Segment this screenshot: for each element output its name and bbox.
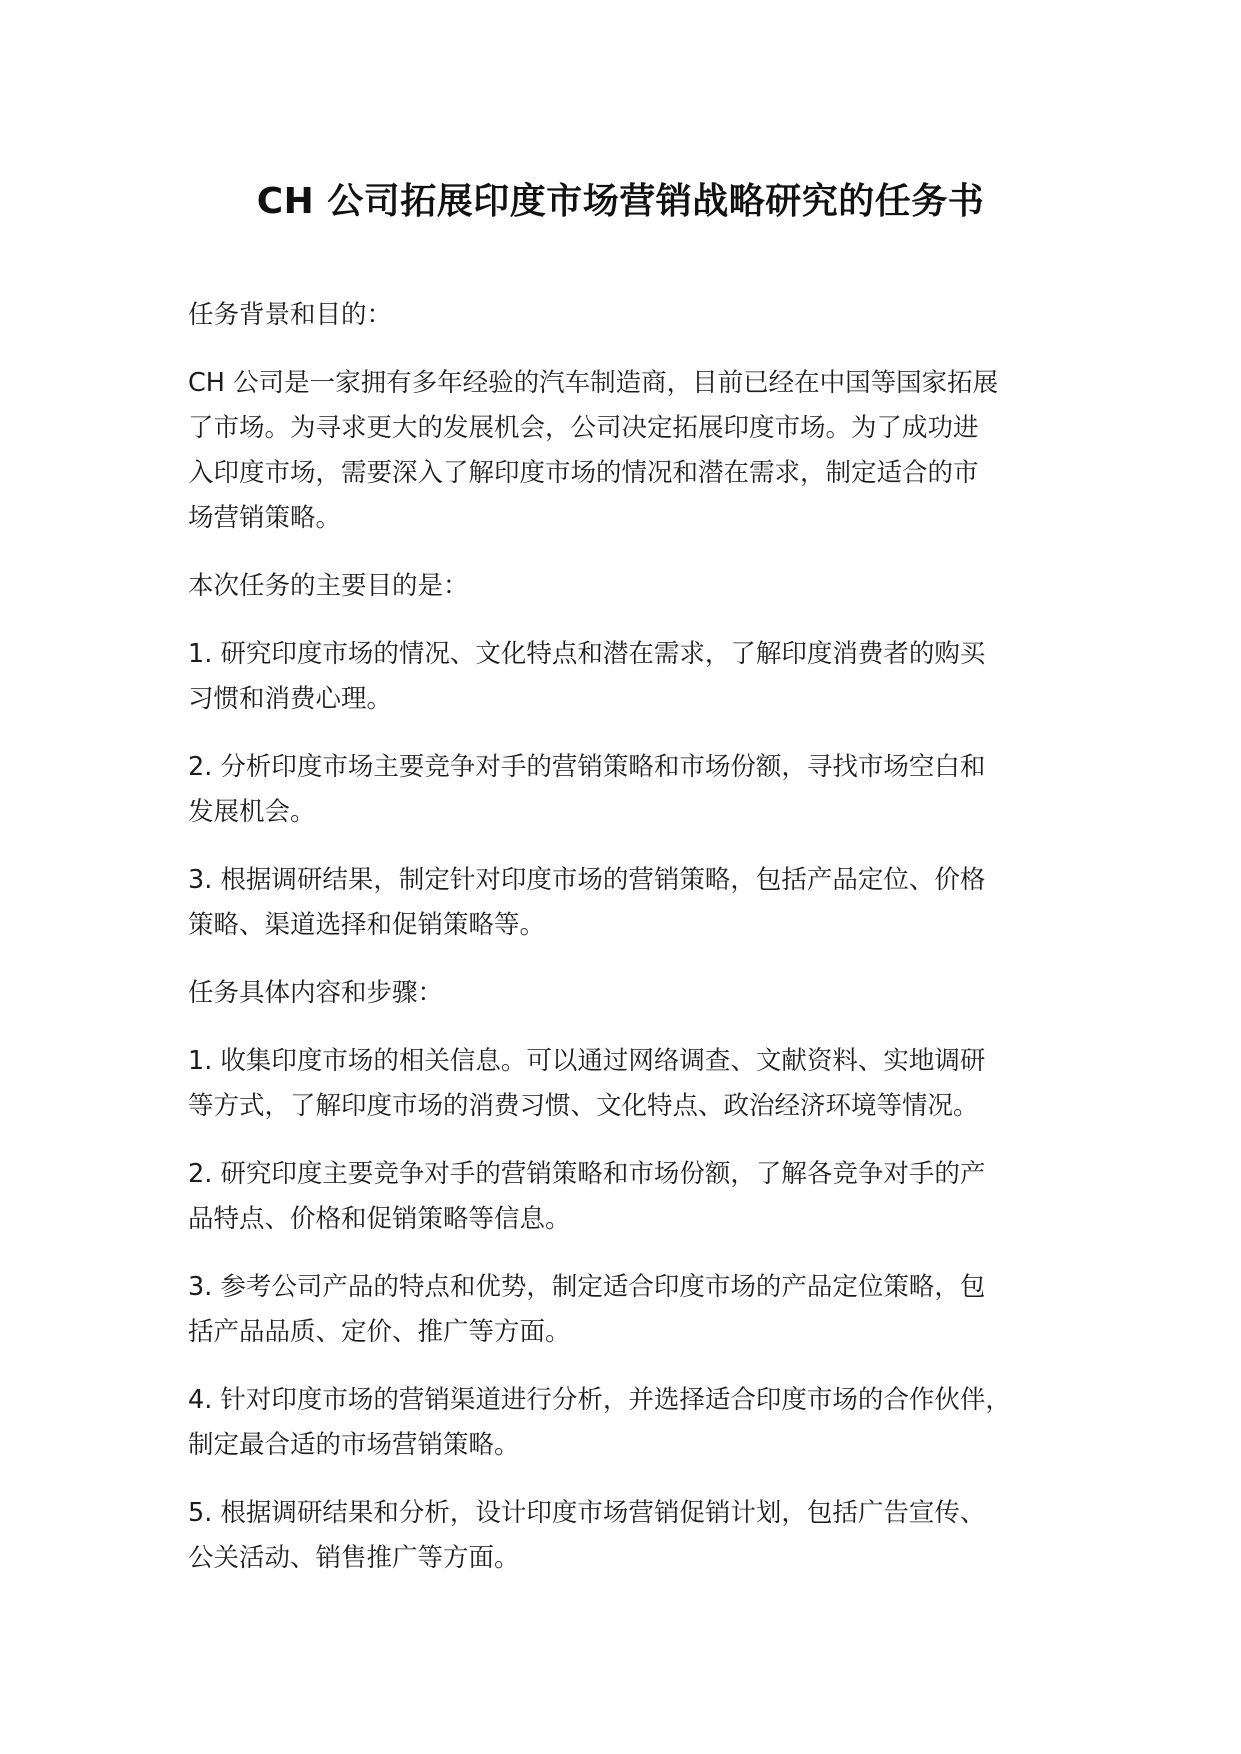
objective-item-3: 3. 根据调研结果，制定针对印度市场的营销策略，包括产品定位、价格 策略、渠道选择和促销策略等。: [188, 865, 986, 940]
step-item-2: 2. 研究印度主要竞争对手的营销策略和市场份额，了解各竞争对手的产 品特点、价格和促销策略等信息。: [188, 1159, 986, 1234]
document-title: CH 公司拓展印度市场营销战略研究的任务书: [256, 181, 985, 222]
step-item-3: 3. 参考公司产品的特点和优势，制定适合印度市场的产品定位策略，包 括产品品质、定价、推广等方面。: [188, 1272, 986, 1347]
objective-item-1: 1. 研究印度市场的情况、文化特点和潜在需求，了解印度消费者的购买 习惯和消费心理。: [188, 639, 986, 714]
section-heading-steps: 任务具体内容和步骤：: [188, 978, 444, 1008]
background-paragraph: CH 公司是一家拥有多年经验的汽车制造商，目前已经在中国等国家拓展 了市场。为寻求更大的发展机会，公司决定拓展印度市场。为了成功进 入印度市场，需要深入了解印度市场的情况和潜在需求，制定适合的市 场营销策略。: [188, 368, 999, 533]
objective-item-2: 2. 分析印度市场主要竞争对手的营销策略和市场份额，寻找市场空白和 发展机会。: [188, 752, 986, 827]
step-item-1: 1. 收集印度市场的相关信息。可以通过网络调查、文献资料、实地调研 等方式，了解印度市场的消费习惯、文化特点、政治经济环境等情况。: [188, 1046, 986, 1121]
document-body: [188, 293, 1088, 1604]
section-heading-background: 任务背景和目的：: [188, 300, 393, 330]
step-item-4: 4. 针对印度市场的营销渠道进行分析，并选择适合印度市场的合作伙伴， 制定最合适的市场营销策略。: [188, 1385, 1011, 1460]
step-item-5: 5. 根据调研结果和分析，设计印度市场营销促销计划，包括广告宣传、 公关活动、销售推广等方面。: [188, 1498, 986, 1573]
section-heading-objectives: 本次任务的主要目的是：: [188, 571, 469, 601]
